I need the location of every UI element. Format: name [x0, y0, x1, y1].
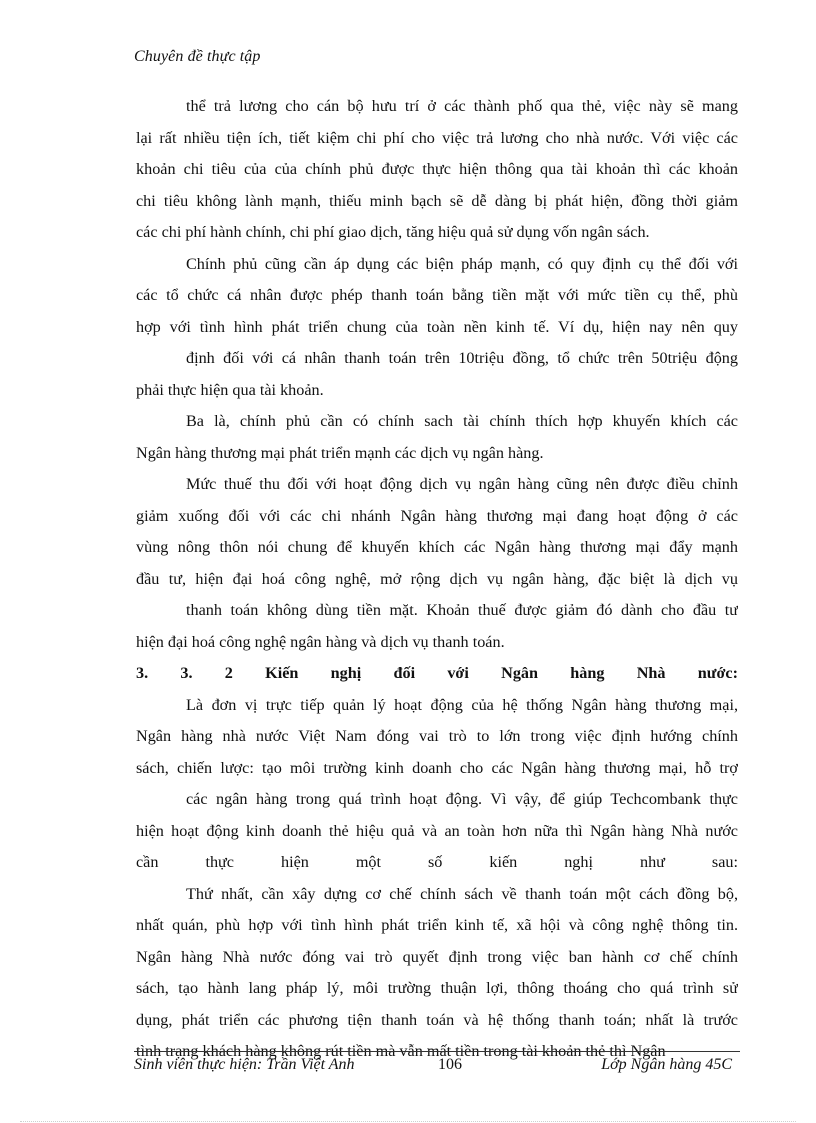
text-line: Là đơn vị trực tiếp quản lý hoạt động của hệ thống Ngân hàng thương mại,: [186, 695, 738, 714]
section-heading: 3. 3. 2 Kiến nghị đối với Ngân hàng Nhà nước:: [136, 664, 738, 682]
text-line: Ngân hàng thương mại phát triển mạnh các dịch vụ ngân hàng.: [136, 443, 544, 462]
text-line: Ngân hàng Nhà nước đóng vai trò quyết định trong việc ban hành cơ chế chính: [136, 947, 738, 966]
text-line: chi tiêu không lành mạnh, thiếu minh bạch sẽ dễ dàng bị phát hiện, đồng thời giảm: [136, 191, 738, 210]
text-line: định đối với cá nhân thanh toán trên 10triệu đồng, tổ chức trên 50triệu động: [186, 349, 738, 367]
text-line: Ngân hàng nhà nước Việt Nam đóng vai trò to lớn trong việc định hướng chính: [136, 727, 738, 745]
footer-class: Lớp Ngân hàng 45C: [601, 1056, 732, 1073]
page-bottom-dotted-border: [20, 1121, 796, 1122]
page-header-title: Chuyên đề thực tập: [134, 48, 261, 65]
text-line: Chính phủ cũng cần áp dụng các biện pháp mạnh, có quy định cụ thể đối với: [186, 254, 738, 273]
text-line: thanh toán không dùng tiền mặt. Khoản thuế được giảm đó dành cho đầu tư: [186, 601, 738, 619]
text-line: Thứ nhất, cần xây dựng cơ chế chính sách về thanh toán một cách đồng bộ,: [186, 884, 738, 903]
text-line: nhất quán, phù hợp với tình hình phát triển kinh tế, xã hội và công nghệ thông tin.: [136, 916, 738, 934]
text-line: lại rất nhiều tiện ích, tiết kiệm chi phí cho việc trả lương cho nhà nước. Với việc các: [136, 128, 738, 147]
footer-page-number: 106: [438, 1056, 462, 1073]
text-line: dụng, phát triển các phương tiện thanh toán và hệ thống thanh toán; nhất là trước: [136, 1010, 738, 1029]
footer-student: Sinh viên thực hiện: Trần Việt Anh: [134, 1056, 355, 1073]
text-line: các ngân hàng trong quá trình hoạt động. Vì vậy, để giúp Techcombank thực: [186, 790, 738, 808]
body-text: [136, 91, 738, 1068]
text-line: vùng nông thôn nói chung để khuyến khích các Ngân hàng thương mại đẩy mạnh: [136, 538, 738, 556]
text-line: hiện hoạt động kinh doanh thẻ hiệu quả và an toàn hơn nữa thì Ngân hàng Nhà nước: [136, 821, 738, 840]
text-line: các tổ chức cá nhân được phép thanh toán bằng tiền mặt với mức tiền cụ thể, phù: [136, 286, 738, 304]
text-line: sách, tạo hành lang pháp lý, môi trường thuận lợi, thông thoáng cho quá trình sử: [136, 979, 738, 997]
text-line: sách, chiến lược: tạo môi trường kinh doanh cho các Ngân hàng thương mại, hỗ trợ: [136, 758, 738, 777]
footer-divider: [134, 1051, 740, 1052]
text-line: Mức thuế thu đối với hoạt động dịch vụ ngân hàng cũng nên được điều chỉnh: [186, 475, 738, 493]
text-line: tình trạng khách hàng không rút tiền mà vẫn mất tiền trong tài khoản thẻ thì Ngân: [136, 1042, 666, 1060]
text-line: phải thực hiện qua tài khoản.: [136, 380, 324, 399]
text-line: cần thực hiện một số kiến nghị như sau:: [136, 853, 738, 871]
text-line: thể trả lương cho cán bộ hưu trí ở các thành phố qua thẻ, việc này sẽ mang: [186, 97, 738, 115]
text-line: Ba là, chính phủ cần có chính sach tài chính thích hợp khuyến khích các: [186, 412, 738, 430]
text-line: khoản chi tiêu của của chính phủ được thực hiện thông qua tài khoản thì các khoản: [136, 160, 738, 178]
text-line: hiện đại hoá công nghệ ngân hàng và dịch vụ thanh toán.: [136, 632, 505, 651]
text-line: đầu tư, hiện đại hoá công nghệ, mở rộng dịch vụ ngân hàng, đặc biệt là dịch vụ: [136, 569, 738, 588]
text-line: các chi phí hành chính, chi phí giao dịch, tăng hiệu quả sử dụng vốn ngân sách.: [136, 223, 650, 241]
text-line: hợp với tình hình phát triển chung của toàn nền kinh tế. Ví dụ, hiện nay nên quy: [136, 317, 738, 336]
text-line: giảm xuống đối với các chi nhánh Ngân hàng thương mại đang hoạt động ở các: [136, 506, 738, 525]
